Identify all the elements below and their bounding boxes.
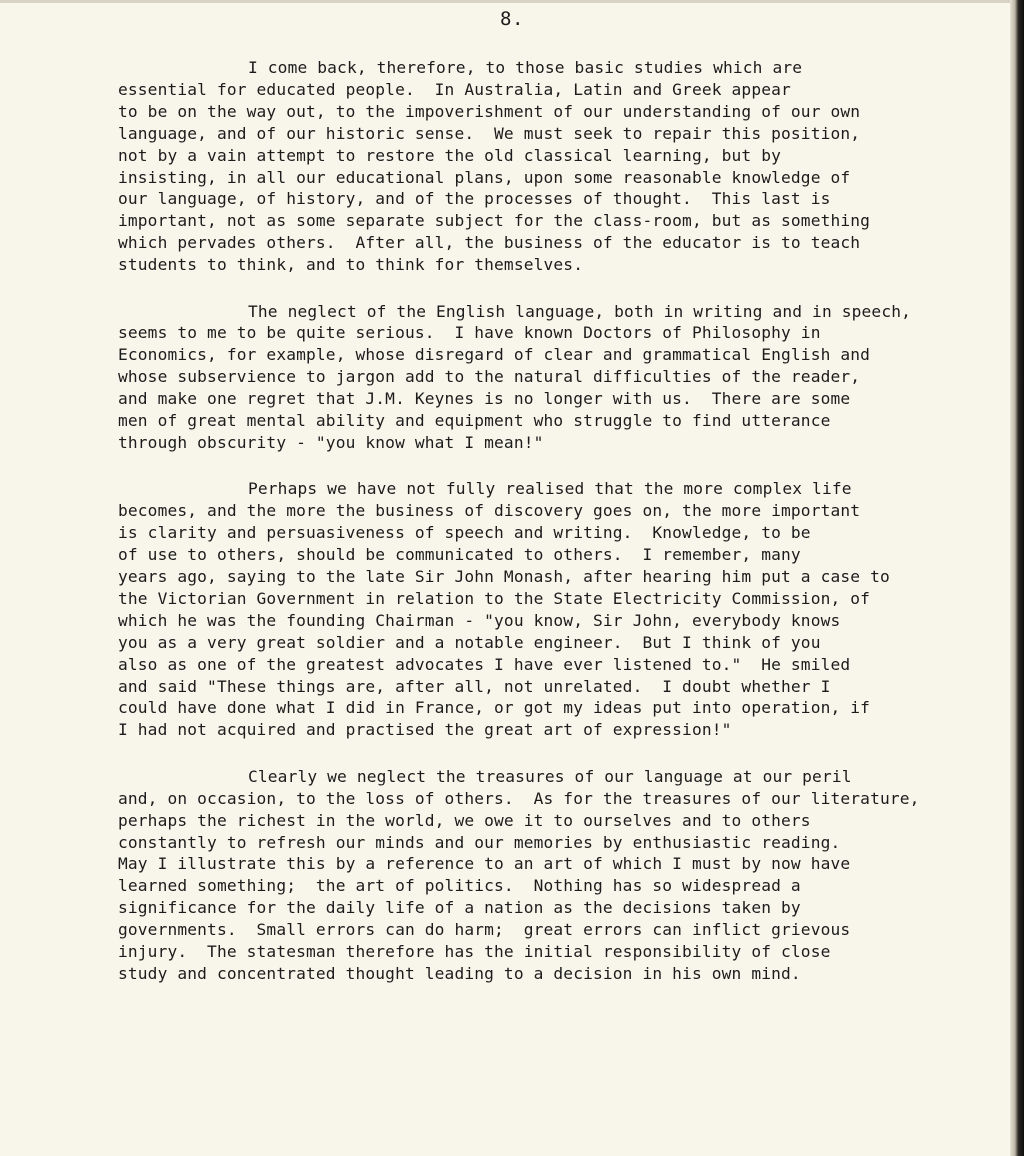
- text-line: to be on the way out, to the impoverishment of our understanding of our own: [118, 101, 861, 121]
- text-line: students to think, and to think for themselves.: [118, 255, 584, 275]
- text-line: you as a very great soldier and a notable engineer. But I think of you: [118, 632, 821, 652]
- text-line: not by a vain attempt to restore the old classical learning, but by: [118, 145, 782, 165]
- text-line: significance for the daily life of a nation as the decisions taken by: [118, 898, 801, 918]
- text-line: of use to others, should be communicated to others. I remember, many: [118, 545, 801, 565]
- text-line: language, and of our historic sense. We must seek to repair this position,: [118, 123, 861, 143]
- text-line: whose subservience to jargon add to the natural difficulties of the reader,: [118, 367, 861, 387]
- text-line: and make one regret that J.M. Keynes is no longer with us. There are some: [118, 389, 851, 409]
- page-binding-edge: [1010, 0, 1024, 1156]
- text-line: insisting, in all our educational plans, upon some reasonable knowledge of: [118, 167, 851, 187]
- paragraph: [118, 766, 998, 985]
- text-line: Clearly we neglect the treasures of our language at our peril: [248, 766, 852, 786]
- text-line: becomes, and the more the business of discovery goes on, the more important: [118, 501, 861, 521]
- text-line: through obscurity - "you know what I mean!": [118, 433, 544, 452]
- text-line: perhaps the richest in the world, we owe it to ourselves and to others: [118, 810, 811, 830]
- text-line: seems to me to be quite serious. I have known Doctors of Philosophy in: [118, 323, 821, 343]
- text-line: also as one of the greatest advocates I have ever listened to." He smiled: [118, 654, 851, 674]
- body-text: [118, 57, 998, 1009]
- text-line: I come back, therefore, to those basic studies which are: [248, 58, 803, 77]
- text-line: study and concentrated thought leading to a decision in his own mind.: [118, 963, 801, 983]
- paragraph: [118, 301, 998, 454]
- text-line: our language, of history, and of the processes of thought. This last is: [118, 189, 831, 209]
- text-line: important, not as some separate subject for the class-room, but as something: [118, 211, 871, 231]
- text-line: the Victorian Government in relation to the State Electricity Commission, of: [118, 588, 871, 608]
- text-line: I had not acquired and practised the great art of expression!": [118, 720, 732, 740]
- text-line: injury. The statesman therefore has the initial responsibility of close: [118, 942, 831, 962]
- text-line: and, on occasion, to the loss of others. As for the treasures of our literature,: [118, 788, 920, 808]
- text-line: which he was the founding Chairman - "you know, Sir John, everybody knows: [118, 610, 841, 630]
- text-line: Economics, for example, whose disregard of clear and grammatical English and: [118, 345, 871, 365]
- paragraph: [118, 57, 998, 276]
- page-number: 8.: [500, 8, 524, 30]
- text-line: and said "These things are, after all, not unrelated. I doubt whether I: [118, 676, 831, 696]
- text-line: could have done what I did in France, or got my ideas put into operation, if: [118, 698, 871, 718]
- text-line: is clarity and persuasiveness of speech and writing. Knowledge, to be: [118, 523, 811, 543]
- text-line: which pervades others. After all, the business of the educator is to teach: [118, 233, 861, 253]
- text-line: Perhaps we have not fully realised that the more complex life: [248, 479, 852, 499]
- text-line: governments. Small errors can do harm; great errors can inflict grievous: [118, 920, 851, 940]
- text-line: The neglect of the English language, both in writing and in speech,: [248, 301, 912, 321]
- text-line: May I illustrate this by a reference to an art of which I must by now have: [118, 854, 851, 874]
- text-line: essential for educated people. In Australia, Latin and Greek appear: [118, 79, 791, 99]
- text-line: constantly to refresh our minds and our memories by enthusiastic reading.: [118, 832, 841, 852]
- paragraph: [118, 478, 998, 741]
- page-top-edge: [0, 0, 1024, 3]
- text-line: men of great mental ability and equipment who struggle to find utterance: [118, 411, 831, 431]
- text-line: years ago, saying to the late Sir John Monash, after hearing him put a case to: [118, 567, 890, 587]
- text-line: learned something; the art of politics. Nothing has so widespread a: [118, 876, 801, 896]
